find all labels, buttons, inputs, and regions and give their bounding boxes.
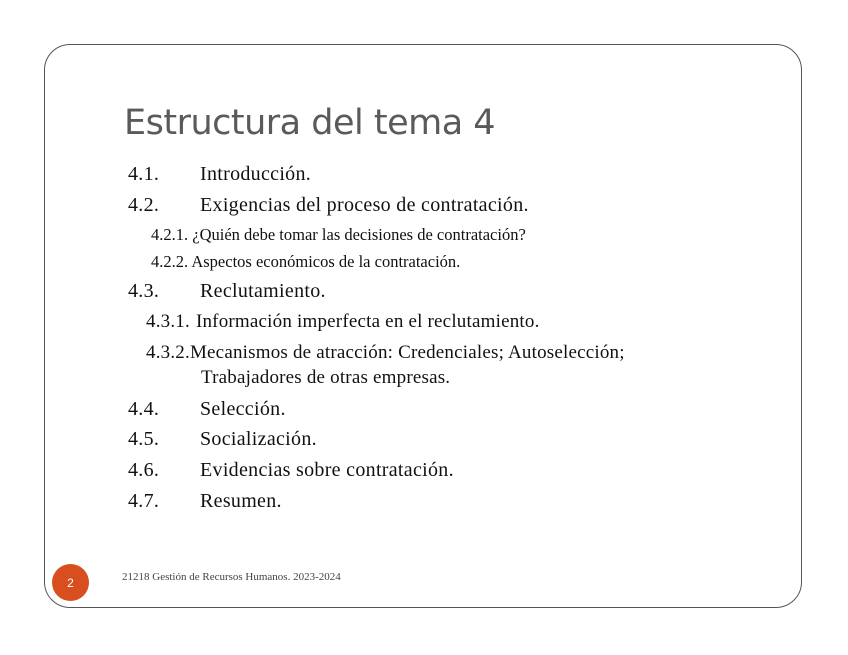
toc-number: 4.2.1. — [151, 225, 189, 244]
toc-item-4-6 — [128, 459, 454, 482]
toc-text: Evidencias sobre contratación. — [200, 459, 454, 481]
toc-number: 4.4. — [128, 398, 160, 420]
toc-text: Introducción. — [200, 163, 312, 185]
toc-text: Aspectos económicos de la contratación. — [191, 252, 461, 271]
toc-item-4-3-2-continuation: Trabajadores de otras empresas. — [201, 367, 451, 388]
toc-number: 4.3. — [128, 280, 160, 302]
toc-number: 4.1. — [128, 163, 160, 185]
slide-title: Estructura del tema 4 — [124, 103, 496, 143]
toc-item-4-3 — [128, 280, 326, 303]
toc-item-4-5 — [128, 428, 317, 451]
toc-item-4-1 — [128, 163, 311, 186]
toc-number: 4.2.2. — [151, 252, 189, 271]
toc-text: Información imperfecta en el reclutamiento. — [195, 311, 540, 332]
toc-item-4-2-2 — [151, 252, 460, 272]
toc-item-4-2-1 — [151, 225, 526, 245]
toc-item-4-2 — [128, 194, 529, 217]
toc-item-4-4 — [128, 398, 286, 421]
toc-text: Resumen. — [200, 490, 282, 512]
toc-text: Reclutamiento. — [200, 280, 326, 302]
toc-number: 4.3.2. — [146, 342, 190, 363]
slide-footer: 21218 Gestión de Recursos Humanos. 2023-2024 — [122, 571, 341, 583]
toc-text: Exigencias del proceso de contratación. — [200, 194, 529, 216]
toc-text: Socialización. — [200, 428, 317, 450]
toc-text: Mecanismos de atracción: Credenciales; Autoselección; — [189, 342, 625, 363]
page-number-badge: 2 — [52, 564, 89, 601]
toc-item-4-7 — [128, 490, 282, 513]
toc-number: 4.3.1. — [146, 311, 190, 332]
toc-item-4-3-1 — [146, 311, 540, 333]
toc-number: 4.2. — [128, 194, 160, 216]
toc-number: 4.7. — [128, 490, 160, 512]
toc-item-4-3-2 — [146, 342, 625, 364]
toc-text: Selección. — [200, 398, 286, 420]
toc-number: 4.6. — [128, 459, 160, 481]
toc-text: ¿Quién debe tomar las decisiones de contratación? — [192, 225, 526, 244]
toc-number: 4.5. — [128, 428, 160, 450]
